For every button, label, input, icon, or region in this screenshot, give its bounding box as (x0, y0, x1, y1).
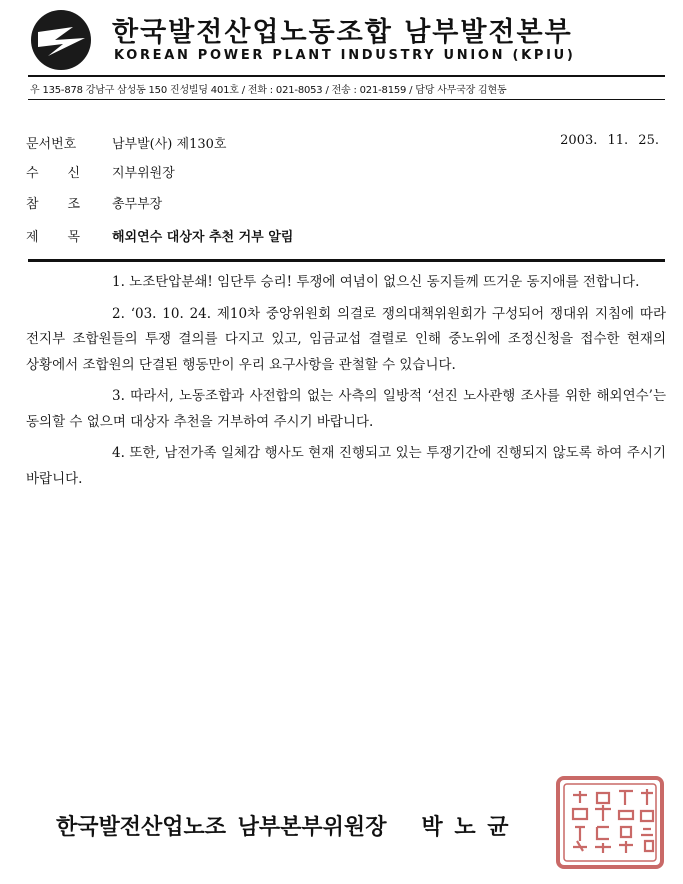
org-name: 한국발전산업노동조합 남부발전본부 (112, 17, 573, 48)
recipient: 지부위원장 (112, 166, 175, 181)
body-divider (28, 259, 665, 262)
address-line: 우 135-878 강남구 삼성동 150 진성빌딩 401호 / 전화 : 021-8053 / 전송 : 021-8159 / 담당 사무국장 김현동 (30, 85, 507, 96)
body-paragraph-1: 1. 노조탄압분쇄! 임단투 승리! 투쟁에 여념이 없으신 동지들께 뜨거운 동지애를 전합니다. (112, 274, 640, 290)
address-divider (28, 99, 665, 100)
doc-number: 남부발(사) 제130호 (112, 137, 227, 152)
body-paragraph-3: 3. 따라서, 노동조합과 사전합의 없는 사측의 일방적 ‘선진 노사관행 조사를 위한 해외연수’는 동의할 수 없으며 대상자 추천을 거부하여 주시기 바랍니다. (26, 388, 666, 430)
subject-label: 제 목 (26, 230, 81, 245)
header-divider (28, 75, 665, 77)
doc-date: 2003. 11. 25. (560, 133, 659, 148)
subject-row (26, 226, 293, 245)
body-paragraph-2: 2. ‘03. 10. 24. 제10차 중앙위원회 의결로 쟁의대책위원회가 구성되어 쟁대위 지침에 따라 전지부 조합원들의 투쟁 결의를 다지고 있고, 임금교섭 결렬로 인해 중노위에 조정신청을 접수한 현재의 상황에서 조합원의 단결된 행동만이 우리 요구사항을 관철할 수 있습니다. (26, 305, 666, 373)
org-name-english: KOREAN POWER PLANT INDUSTRY UNION (KPIU) (114, 48, 576, 63)
subject: 해외연수 대상자 추천 거부 알림 (112, 230, 294, 245)
doc-number-label: 문서번호 (26, 137, 77, 152)
reference-row (26, 193, 162, 212)
doc-number-row (26, 133, 226, 152)
body-paragraph-4: 4. 또한, 남전가족 일체감 행사도 현재 진행되고 있는 투쟁기간에 진행되지 않도록 하여 주시기 바랍니다. (26, 445, 666, 487)
reference-label: 참 조 (26, 197, 81, 212)
recipient-row (26, 162, 175, 181)
signature: 한국발전산업노조 남부본부위원장 박 노 균 (56, 815, 509, 840)
union-logo-icon (30, 9, 92, 71)
official-seal-stamp (555, 775, 665, 870)
recipient-label: 수 신 (26, 166, 81, 181)
reference: 총무부장 (112, 197, 163, 212)
document-body (26, 270, 666, 498)
